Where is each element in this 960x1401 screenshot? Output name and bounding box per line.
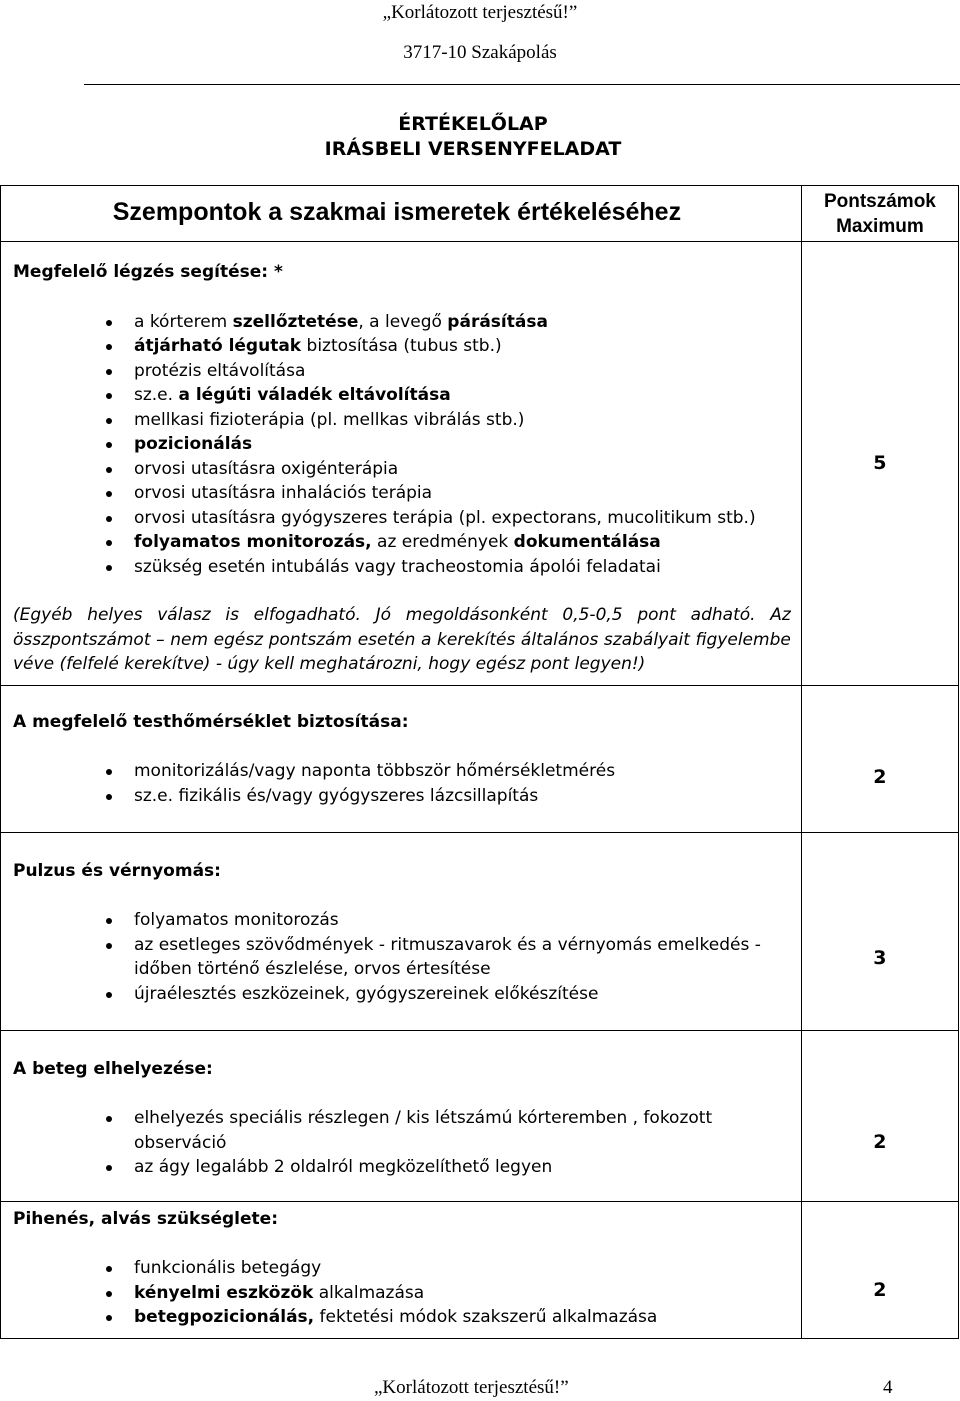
bullet-icon — [106, 1165, 112, 1171]
criteria-text: szükség esetén intubálás vagy tracheostomia ápolói feladatai — [134, 556, 661, 577]
restricted-notice-footer: „Korlátozott terjesztésű!” — [374, 1377, 569, 1398]
criteria-text: monitorizálás/vagy naponta többször hőmérsékletmérés — [134, 761, 616, 781]
criteria-item — [134, 457, 791, 482]
bullet-icon — [106, 540, 112, 546]
section-row — [1, 832, 959, 1030]
criteria-item — [134, 310, 791, 335]
criteria-text: biztosítása (tubus stb.) — [301, 336, 502, 356]
bullet-icon — [106, 565, 112, 571]
criteria-text: orvosi utasításra gyógyszeres terápia (pl. expectorans, mucolitikum stb.) — [134, 507, 756, 528]
section-row — [1, 242, 959, 686]
section-points: 2 — [801, 1201, 958, 1338]
criteria-list — [13, 1106, 791, 1180]
bullet-icon — [106, 918, 112, 924]
criteria-text: az ágy legalább 2 oldalról megközelíthető legyen — [134, 1157, 553, 1177]
points-header-max: Maximum — [836, 215, 924, 237]
bullet-icon — [106, 369, 112, 375]
criteria-item — [134, 1305, 791, 1330]
page-subtitle: IRÁSBELI VERSENYFELADAT — [324, 138, 622, 160]
criteria-text: a kórterem — [134, 311, 233, 332]
section-cell — [1, 242, 802, 686]
criteria-item — [134, 359, 791, 384]
section-points: 2 — [801, 685, 958, 832]
criteria-header: Szempontok a szakmai ismeretek értékeléséhez — [1, 186, 802, 242]
evaluation-table — [0, 185, 959, 1339]
criteria-text-bold: kényelmi eszközök — [134, 1282, 314, 1303]
section-row — [1, 1030, 959, 1201]
criteria-item — [134, 1256, 791, 1281]
criteria-item — [134, 1155, 791, 1180]
section-title: Pulzus és vérnyomás: — [13, 860, 221, 881]
section-title: Pihenés, alvás szükséglete: — [13, 1208, 278, 1229]
section-cell — [1, 1030, 802, 1201]
criteria-item — [134, 334, 791, 359]
criteria-text: protézis eltávolítása — [134, 360, 306, 381]
criteria-text-bold: átjárható légutak — [134, 336, 302, 356]
bullet-icon — [106, 1116, 112, 1122]
table-header-row — [1, 186, 959, 242]
bullet-icon — [106, 794, 112, 800]
criteria-list — [13, 310, 791, 580]
restricted-notice-header: „Korlátozott terjesztésű!” — [382, 2, 578, 23]
criteria-text: funkcionális betegágy — [134, 1258, 322, 1278]
criteria-item — [134, 933, 791, 982]
section-row — [1, 685, 959, 832]
bullet-icon — [106, 320, 112, 326]
criteria-text: újraélesztés eszközeinek, gyógyszereinek előkészítése — [134, 983, 599, 1004]
bullet-icon — [106, 1315, 112, 1321]
section-cell — [1, 685, 802, 832]
bullet-icon — [106, 992, 112, 998]
criteria-list — [13, 908, 791, 1006]
bullet-icon — [106, 1266, 112, 1272]
criteria-text-bold: betegpozicionálás, — [134, 1307, 315, 1327]
criteria-text-bold: dokumentálása — [513, 532, 661, 552]
bullet-icon — [106, 769, 112, 775]
criteria-text: alkalmazása — [313, 1282, 425, 1303]
points-header-label: Pontszámok — [823, 190, 936, 212]
criteria-text: sz.e. fizikális és/vagy gyógyszeres lázcsillapítás — [134, 785, 539, 806]
bullet-icon — [106, 418, 112, 424]
criteria-text: orvosi utasításra oxigénterápia — [134, 458, 399, 479]
section-cell — [1, 1201, 802, 1338]
section-points: 2 — [801, 1030, 958, 1201]
criteria-text: sz.e. — [134, 385, 179, 405]
criteria-item — [134, 1106, 791, 1155]
header-divider — [84, 84, 960, 85]
section-row — [1, 1201, 959, 1338]
criteria-text-bold: folyamatos monitorozás, — [134, 532, 372, 552]
points-header — [801, 186, 958, 242]
criteria-item — [134, 908, 791, 933]
criteria-text: orvosi utasításra inhalációs terápia — [134, 483, 433, 503]
criteria-text: elhelyezés speciális részlegen / kis létszámú kórteremben , fokozott observáció — [134, 1108, 713, 1153]
criteria-item — [134, 530, 791, 555]
bullet-icon — [106, 943, 112, 949]
section-points: 5 — [801, 242, 958, 686]
criteria-text-bold: szellőztetése — [232, 311, 359, 332]
section-title: Megfelelő légzés segítése: * — [13, 262, 283, 282]
criteria-item — [134, 784, 791, 809]
bullet-icon — [106, 516, 112, 522]
criteria-text-bold: a légúti váladék eltávolítása — [178, 385, 451, 405]
section-points: 3 — [801, 832, 958, 1030]
section-cell — [1, 832, 802, 1030]
criteria-text: , a levegő — [358, 311, 448, 332]
criteria-list — [13, 1256, 791, 1330]
criteria-text-bold: pozicionálás — [134, 434, 253, 454]
criteria-list — [13, 759, 791, 808]
bullet-icon — [106, 467, 112, 473]
criteria-text: mellkasi fizioterápia (pl. mellkas vibrálás stb.) — [134, 409, 525, 430]
page-title: ÉRTÉKELŐLAP — [398, 113, 548, 135]
criteria-text: folyamatos monitorozás — [134, 910, 339, 930]
criteria-item — [134, 555, 791, 580]
section-title: A megfelelő testhőmérséklet biztosítása: — [13, 711, 409, 732]
criteria-item — [134, 982, 791, 1007]
scoring-note: (Egyéb helyes válasz is elfogadható. Jó megoldásonként 0,5-0,5 pont adható. Az összpontszámot – nem egész pontszám esetén a kerekítés általános szabályait figyelembe véve (felfelé kerekítve) - úgy kell meghatározni, hogy egész pont legyen!) — [13, 605, 791, 674]
criteria-item — [134, 1281, 791, 1306]
criteria-item — [134, 506, 791, 531]
section-title: A beteg elhelyezése: — [13, 1058, 213, 1079]
criteria-item — [134, 383, 791, 408]
bullet-icon — [106, 344, 112, 350]
bullet-icon — [106, 393, 112, 399]
bullet-icon — [106, 442, 112, 448]
page-number: 4 — [883, 1377, 893, 1398]
criteria-item — [134, 481, 791, 506]
criteria-item — [134, 759, 791, 784]
bullet-icon — [106, 1291, 112, 1297]
criteria-text-bold: párásítása — [447, 311, 548, 332]
criteria-item — [134, 408, 791, 433]
criteria-text: fektetési módok szakszerű alkalmazása — [314, 1307, 658, 1327]
criteria-text: az esetleges szövődmények - ritmuszavarok és a vérnyomás emelkedés - időben történő észlelése, orvos értesítése — [134, 934, 761, 979]
criteria-item — [134, 432, 791, 457]
criteria-text: az eredmények — [371, 532, 514, 552]
document-subtitle: 3717-10 Szakápolás — [403, 42, 557, 63]
bullet-icon — [106, 491, 112, 497]
